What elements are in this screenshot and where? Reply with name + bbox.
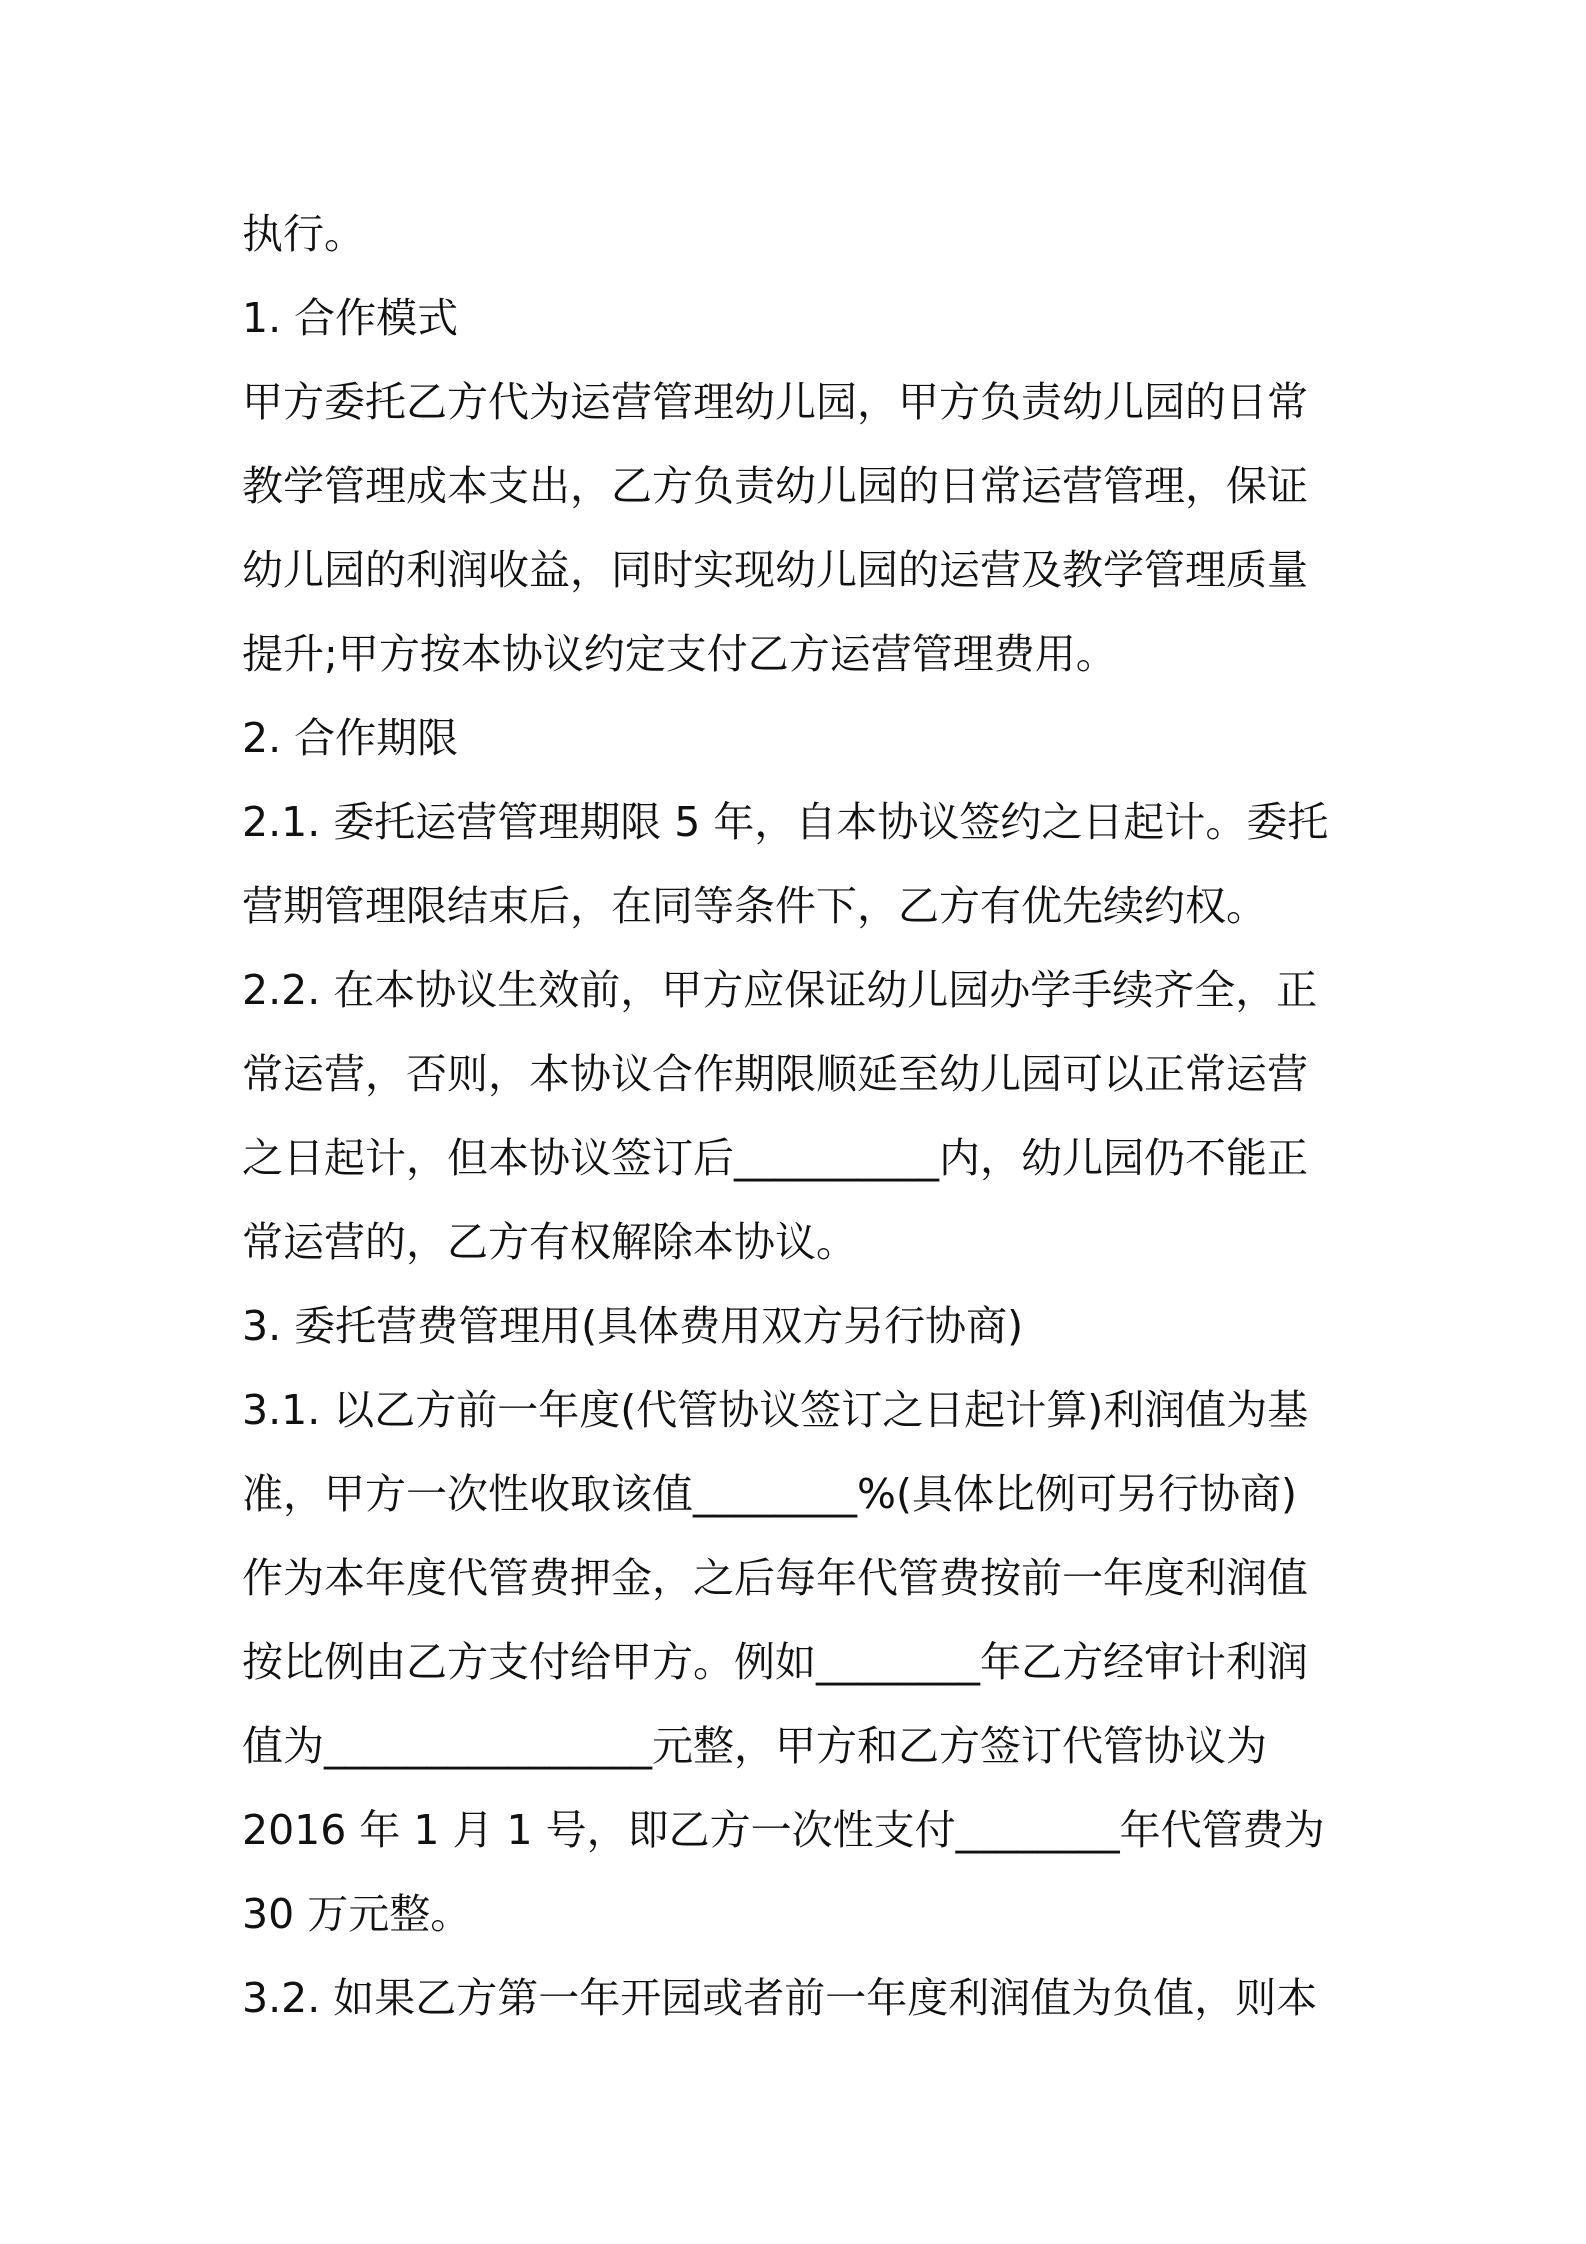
text-line: 幼儿园的利润收益，同时实现幼儿园的运营及教学管理质量 bbox=[242, 546, 1308, 594]
text-line: 常运营的，乙方有权解除本协议。 bbox=[242, 1218, 857, 1266]
text-line: 作为本年度代管费押金，之后每年代管费按前一年度利润值 bbox=[242, 1554, 1308, 1602]
text-line: 按比例由乙方支付给甲方。例如________年乙方经审计利润 bbox=[242, 1638, 1308, 1686]
heading-cooperation-mode bbox=[242, 276, 1360, 360]
text-line: 1. 合作模式 bbox=[242, 294, 459, 342]
document-body bbox=[242, 192, 1360, 2040]
text-line: 2. 合作期限 bbox=[242, 714, 459, 762]
text-line: 3. 委托营费管理用(具体费用双方另行协商) bbox=[242, 1302, 1024, 1350]
text-line: 甲方委托乙方代为运营管理幼儿园，甲方负责幼儿园的日常 bbox=[242, 378, 1308, 426]
text-line: 营期管理限结束后，在同等条件下，乙方有优先续约权。 bbox=[242, 882, 1267, 930]
clause-3-2 bbox=[242, 1956, 1360, 2040]
text-line: 2016 年 1 月 1 号，即乙方一次性支付________年代管费为 bbox=[242, 1806, 1325, 1854]
text-line: 常运营，否则，本协议合作期限顺延至幼儿园可以正常运营 bbox=[242, 1050, 1308, 1098]
text-line: 30 万元整。 bbox=[242, 1890, 472, 1938]
heading-management-fee bbox=[242, 1284, 1360, 1368]
clause-2-2 bbox=[242, 948, 1360, 1284]
paragraph-continuation bbox=[242, 192, 1360, 276]
text-line: 2.2. 在本协议生效前，甲方应保证幼儿园办学手续齐全，正 bbox=[242, 966, 1318, 1014]
text-line: 3.1. 以乙方前一年度(代管协议签订之日起计算)利润值为基 bbox=[242, 1386, 1309, 1434]
clause-3-1 bbox=[242, 1368, 1360, 1956]
text-line: 2.1. 委托运营管理期限 5 年，自本协议签约之日起计。委托 bbox=[242, 798, 1329, 846]
heading-cooperation-term bbox=[242, 696, 1360, 780]
text-line: 值为________________元整，甲方和乙方签订代管协议为 bbox=[242, 1722, 1267, 1770]
text-line: 教学管理成本支出，乙方负责幼儿园的日常运营管理，保证 bbox=[242, 462, 1308, 510]
text-line: 执行。 bbox=[242, 210, 365, 258]
clause-2-1 bbox=[242, 780, 1360, 948]
text-line: 提升;甲方按本协议约定支付乙方运营管理费用。 bbox=[242, 630, 1117, 678]
text-line: 3.2. 如果乙方第一年开园或者前一年度利润值为负值，则本 bbox=[242, 1974, 1318, 2022]
paragraph-cooperation-mode bbox=[242, 360, 1360, 696]
text-line: 之日起计，但本协议签订后__________内，幼儿园仍不能正 bbox=[242, 1134, 1308, 1182]
text-line: 准，甲方一次性收取该值________%(具体比例可另行协商) bbox=[242, 1470, 1297, 1518]
